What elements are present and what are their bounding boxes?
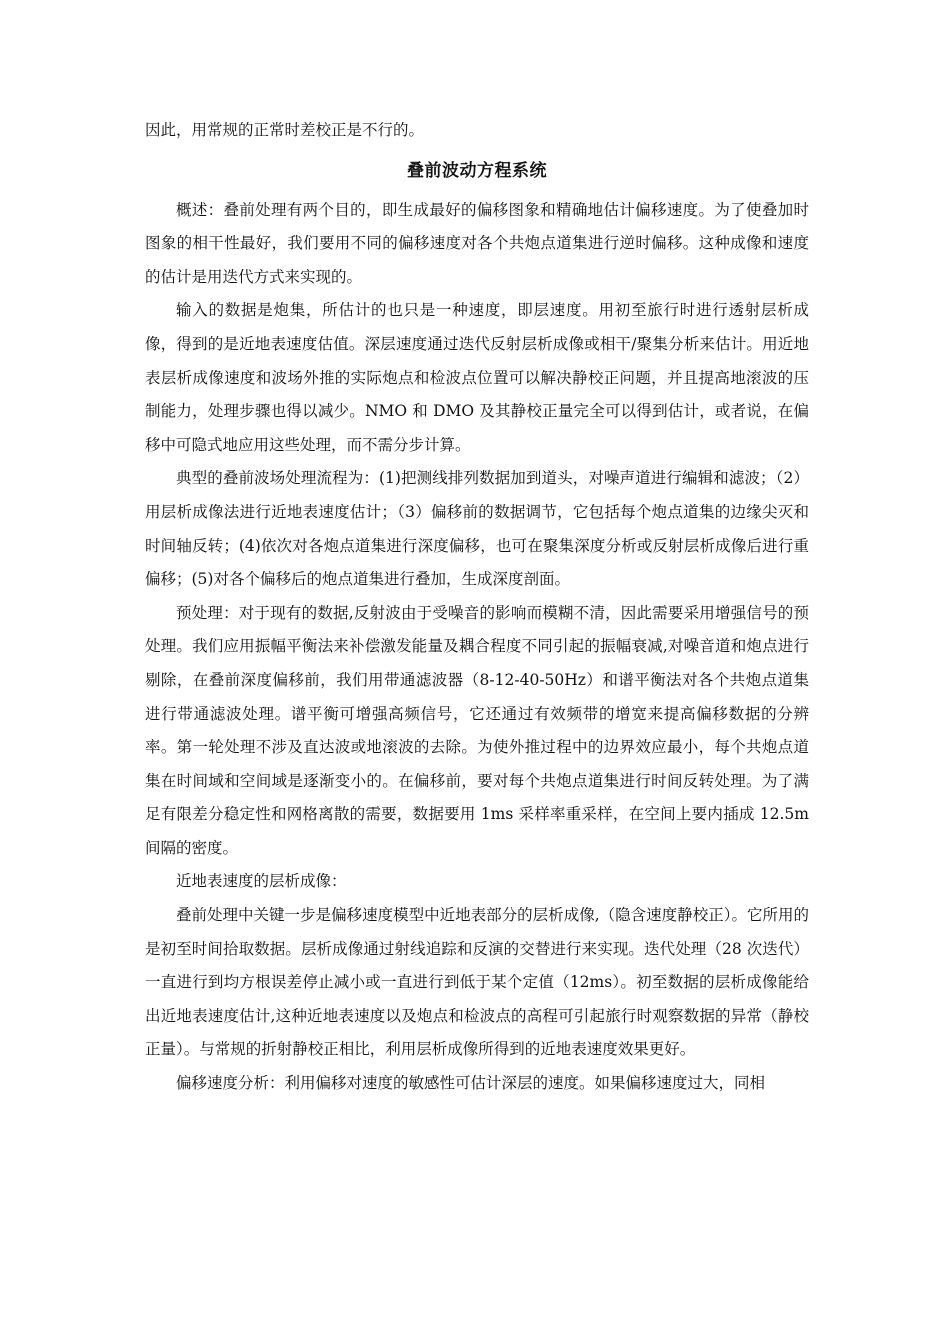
subheading-near-surface-tomography: 近地表速度的层析成像：: [176, 872, 347, 891]
section-title: 叠前波动方程系统: [407, 160, 547, 181]
paragraph-workflow: 典型的叠前波场处理流程为：(1)把测线排列数据加到道头，对噪声道进行编辑和滤波；（2）用层析成像法进行近地表速度估计；（3）偏移前的数据调节，它包括每个炮点道集的边缘尖灭和时间轴反转；(4)依次对各炮点道集进行深度偏移，也可在聚集深度分析或反射层析成像后进行重偏移；(5)对各个偏移后的炮点道集进行叠加，生成深度剖面。: [145, 469, 809, 589]
paragraph-preprocessing: 预处理：对于现有的数据,反射波由于受噪音的影响而模糊不清，因此需要采用增强信号的预处理。我们应用振幅平衡法来补偿激发能量及耦合程度不同引起的振幅衰减,对噪音道和炮点进行剔除，在叠前深度偏移前，我们用带通滤波器（8-12-40-50Hz）和谱平衡法对各个共炮点道集进行带通滤波处理。谱平衡可增强高频信号，它还通过有效频带的增宽来提高偏移数据的分辨率。第一轮处理不涉及直达波或地滚波的去除。为使外推过程中的边界效应最小，每个共炮点道集在时间域和空间域是逐渐变小的。在偏移前，要对每个共炮点道集进行时间反转处理。为了满足有限差分稳定性和网格离散的需要，数据要用 1ms 采样率重采样，在空间上要内插成 12.5m 间隔的密度。: [145, 603, 809, 857]
paragraph-velocity-analysis: 偏移速度分析：利用偏移对速度的敏感性可估计深层的速度。如果偏移速度过大，同相: [176, 1074, 766, 1093]
paragraph-tomography: 叠前处理中关键一步是偏移速度模型中近地表部分的层析成像,（隐含速度静校正）。它所用的是初至时间拾取数据。层析成像通过射线追踪和反演的交替进行来实现。迭代处理（28 次迭代）一直进行到均方根误差停止减小或一直进行到低于某个定值（12ms）。初至数据的层析成像能给出近地表速度估计,这种近地表速度以及炮点和检波点的高程可引起旅行时观察数据的异常（静校正量）。与常规的折射静校正相比，利用层析成像所得到的近地表速度效果更好。: [145, 906, 809, 1059]
lead-line: 因此，用常规的正常时差校正是不行的。: [145, 121, 425, 139]
paragraph-overview: 概述：叠前处理有两个目的，即生成最好的偏移图象和精确地估计偏移速度。为了使叠加时图象的相干性最好，我们要用不同的偏移速度对各个共炮点道集进行逆时偏移。这种成像和速度的估计是用迭代方式来实现的。: [145, 200, 809, 286]
document-page: [145, 114, 809, 1101]
paragraph-input-data: 输入的数据是炮集，所估计的也只是一种速度，即层速度。用初至旅行时进行透射层析成像，得到的是近地表速度估值。深层速度通过迭代反射层析成像或相干/聚集分析来估计。用近地表层析成像速度和波场外推的实际炮点和检波点位置可以解决静校正问题，并且提高地滚波的压制能力，处理步骤也得以减少。NMO 和 DMO 及其静校正量完全可以得到估计，或者说，在偏移中可隐式地应用这些处理，而不需分步计算。: [145, 301, 809, 454]
